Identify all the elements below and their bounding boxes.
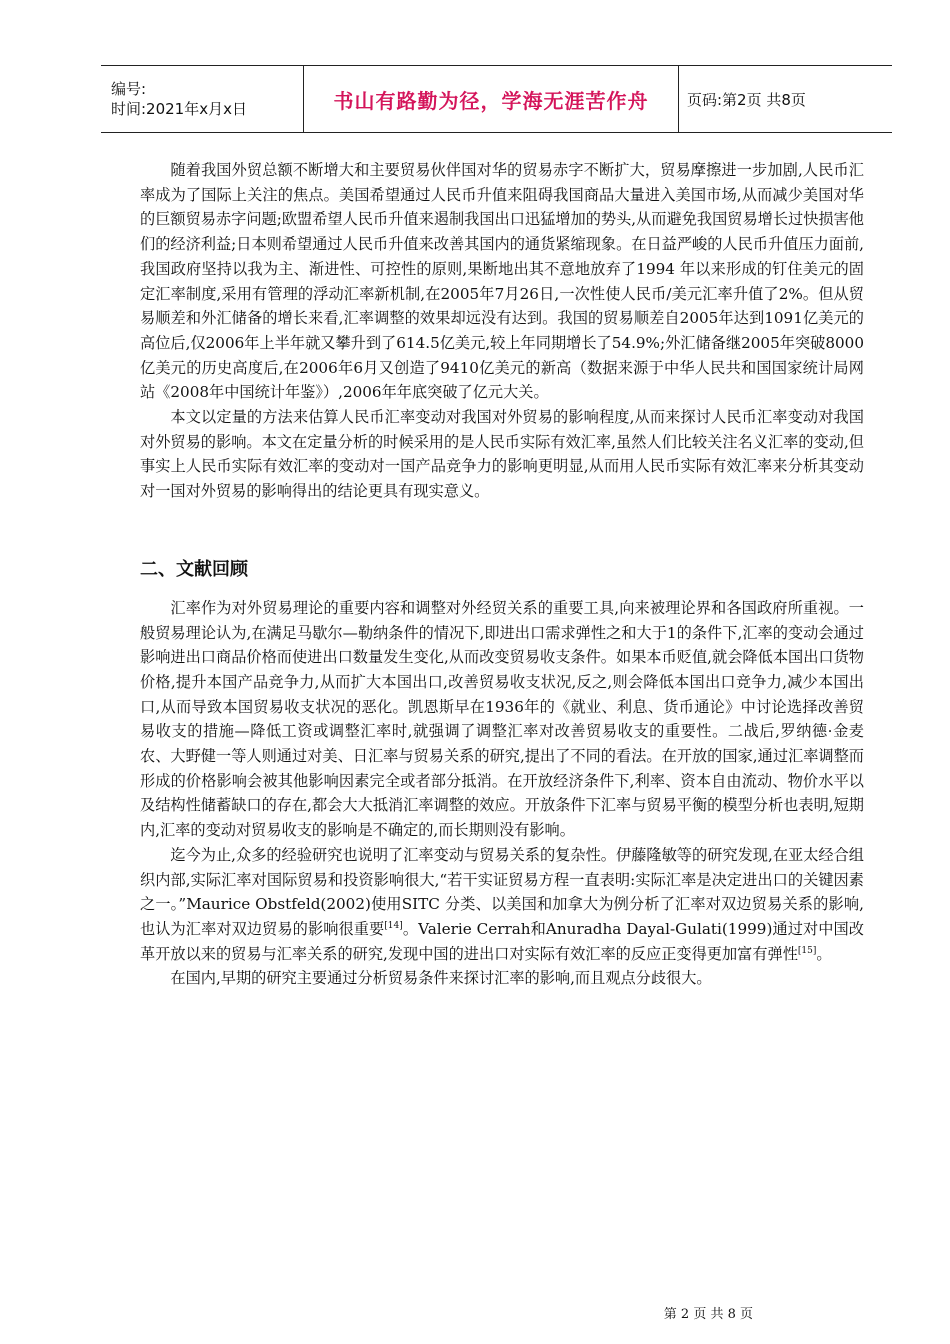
serial-label: 编号: bbox=[111, 80, 147, 98]
motto-text: 书山有路勤为径，学海无涯苦作舟 bbox=[333, 88, 649, 113]
section-heading: 二、文献回顾 bbox=[140, 558, 248, 580]
header-meta bbox=[101, 66, 304, 132]
paragraph-text: 迄今为止,众多的经验研究也说明了汇率变动与贸易关系的复杂性。伊藤隆敏等的研究发现,在亚太经合组织内部,实际汇率对国际贸易和投资影响很大,“若干实证贸易方程一直表明:实际汇率是决定进出口的关键因素之一。”Maurice Obstfeld(2002)使用SITC 分类、以美国和加拿大为例分析了汇率对双边贸易关系的影响,也认为汇率对双边贸易的影响很重要 bbox=[140, 845, 864, 938]
page-header bbox=[101, 65, 892, 133]
paragraph: 在国内,早期的研究主要通过分析贸易条件来探讨汇率的影响,而且观点分歧很大。 bbox=[170, 969, 712, 988]
page-footer bbox=[0, 1303, 950, 1322]
time-label: 时间:2021年x月x日 bbox=[111, 100, 247, 118]
paragraph: 汇率作为对外贸易理论的重要内容和调整对外经贸关系的重要工具,向来被理论界和各国政府所重视。一般贸易理论认为,在满足马歇尔—勒纳条件的情况下,即进出口需求弹性之和大于1的条件下,汇率的变动会通过影响进出口商品价格而使进出口数量发生变化,从而改变贸易收支条件。如果本币贬值,就会降低本国出口货物价格,提升本国产品竞争力,从而扩大本国出口,改善贸易收支状况,反之,则会降低本国出口竞争力,减少本国出口,从而导致本国贸易收支状况的恶化。凯恩斯早在1936年的《就业、利息、货币通论》中讨论选择改善贸易收支的措施—降低工资或调整汇率时,就强调了调整汇率对改善贸易收支的重要性。二战后,罗纳德·金麦农、大野健一等人则通过对美、日汇率与贸易关系的研究,提出了不同的看法。在开放的国家,通过汇率调整而形成的价格影响会被其他影响因素完全或者部分抵消。在开放经济条件下,利率、资本自由流动、物价水平以及结构性储蓄缺口的存在,都会大大抵消汇率调整的效应。开放条件下汇率与贸易平衡的模型分析也表明,短期内,汇率的变动对贸易收支的影响是不确定的,而长期则没有影响。 bbox=[140, 598, 864, 840]
paragraph-text: 。Valerie Cerrah和Anuradha Dayal-Gulati(1999)通过对中国改革开放以来的贸易与汇率关系的研究,发现中国的进出口对实际有效汇率的反应正变得更加富有弹性 bbox=[140, 919, 864, 963]
paragraph: 本文以定量的方法来估算人民币汇率变动对我国对外贸易的影响程度,从而来探讨人民币汇率变动对我国对外贸易的影响。本文在定量分析的时候采用的是人民币实际有效汇率,虽然人们比较关注名义汇率的变动,但事实上人民币实际有效汇率的变动对一国产品竞争力的影响更明显,从而用人民币实际有效汇率来分析其变动对一国对外贸易的影响得出的结论更具有现实意义。 bbox=[140, 408, 864, 501]
document-body bbox=[140, 158, 864, 991]
header-page-code-cell bbox=[679, 66, 892, 132]
citation-15: [15] bbox=[797, 945, 817, 956]
citation-14: [14] bbox=[384, 920, 403, 931]
paragraph-text: 。 bbox=[816, 944, 832, 963]
header-motto-cell bbox=[304, 66, 679, 132]
footer-page-number: 第 2 页 共 8 页 bbox=[663, 1307, 753, 1322]
page-code: 页码:第2页 共8页 bbox=[687, 90, 806, 109]
paragraph bbox=[140, 843, 864, 967]
paragraph: 随着我国外贸总额不断增大和主要贸易伙伴国对华的贸易赤字不断扩大，贸易摩擦进一步加剧,人民币汇率成为了国际上关注的焦点。美国希望通过人民币升值来阻碍我国商品大量进入美国市场,从而减少美国对华的巨额贸易赤字问题;欧盟希望人民币升值来遏制我国出口迅猛增加的势头,从而避免我国贸易增长过快损害他们的经济利益;日本则希望通过人民币升值来改善其国内的通货紧缩现象。在日益严峻的人民币升值压力面前,我国政府坚持以我为主、渐进性、可控性的原则,果断地出其不意地放弃了1994 年以来形成的钉住美元的固定汇率制度,采用有管理的浮动汇率新机制,在2005年7月26日,一次性使人民币/美元汇率升值了2%。但从贸易顺差和外汇储备的增长来看,汇率调整的效果却远没有达到。我国的贸易顺差自2005年达到1091亿美元的高位后,仅2006年上半年就又攀升到了614.5亿美元,较上年同期增长了54.9%;外汇储备继2005年突破8000亿美元的历史高度后,在2006年6月又创造了9410亿美元的新高（数据来源于中华人民共和国国家统计局网站《2008年中国统计年鉴》）,2006年年底突破了亿元大关。 bbox=[140, 161, 864, 402]
